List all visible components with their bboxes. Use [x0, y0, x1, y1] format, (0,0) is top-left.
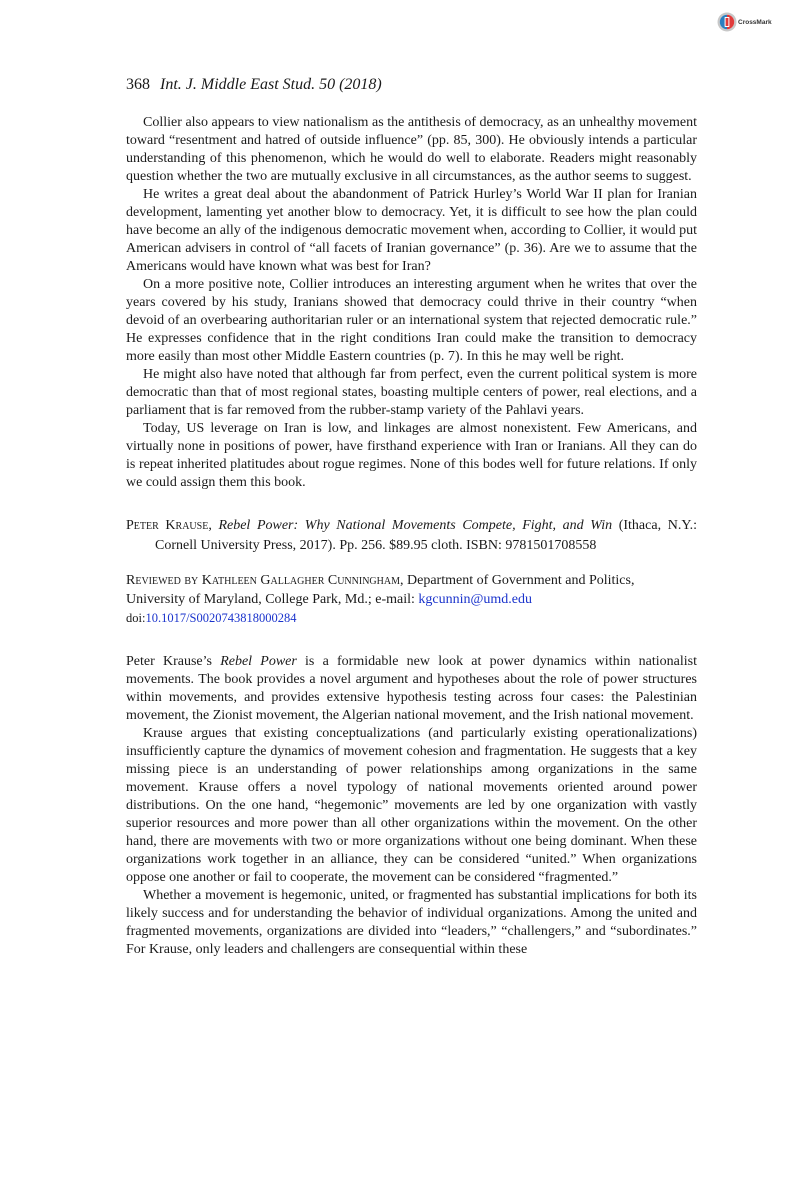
body-paragraph: He might also have noted that although far from perfect, even the current political system is more democratic than that of most regional states, boasting multiple centers of power, real elections, and a parliament that is far removed from the rubber-stamp variety of the Pahlavi years. — [126, 367, 697, 418]
doi-link[interactable]: 10.1017/S0020743818000284 — [145, 611, 297, 625]
crossmark-label: CrossMark — [738, 18, 772, 26]
body-paragraph: Collier also appears to view nationalism as the antithesis of democracy, as an unhealthy movement toward “resentment and hatred of outside influence” (pp. 85, 300). He obviously intends a particular understanding of this phenomenon, which he would do well to elaborate. Readers might reasonably question whether the two are mutually exclusive in all circumstances, as the author seems to suggest. — [126, 115, 697, 184]
reviewer-prefix: Reviewed by — [126, 573, 199, 588]
doi-line — [126, 609, 697, 627]
book-citation: Peter Krause, Rebel Power: Why National Movements Compete, Fight, and Win (Ithaca, N.Y.: Cornell University Press, 2017). Pp. 256. $89.95 cloth. ISBN: 9781501708558 — [126, 518, 698, 553]
review-p1-title: Rebel Power — [220, 654, 297, 669]
body-paragraph: He writes a great deal about the abandonment of Patrick Hurley’s World War II plan for Iranian development, lamenting yet another blow to democracy. Yet, it is difficult to see how the plan could have become an ally of the indigenous democratic movement when, according to Collier, it would put American advisers in control of “all facets of Iranian governance” (p. 36). Are we to assume that the Americans would have known what was best for Iran? — [126, 187, 697, 274]
reviewer-name: Kathleen Gallagher Cunningham — [201, 573, 400, 588]
reviewer-affiliation: , Department of Government and Politics, University of Maryland, College Park, Md.; e-mail: — [126, 573, 635, 607]
review-paragraph: Krause argues that existing conceptualizations (and particularly existing operationalizations) insufficiently capture the dynamics of movement cohesion and fragmentation. He suggests that a key missing piece is an understanding of power relationships among organizations in the same movement. Krause offers a novel typology of national movements oriented around power distributions. On the one hand, “hegemonic” movements are led by one organization with vastly superior resources and more power than all other organizations within the movement. On the other hand, there are movements with two or more organizations without one being dominant. When these organizations work together in an alliance, they can be considered “united.” When organizations oppose one another or fail to cooperate, the movement can be considered “fragmented.” — [126, 726, 697, 885]
running-head — [126, 76, 382, 94]
body-paragraph: Today, US leverage on Iran is low, and linkages are almost nonexistent. Few Americans, and virtually none in positions of power, have firsthand experience with Iran or Iranians. All they can do is repeat inherited platitudes about rogue regimes. None of this bodes well for future relations. If only we could assign them this book. — [126, 421, 697, 490]
reviewer-line — [126, 572, 697, 609]
review-p1-rest: is a formidable new look at power dynamics within nationalist movements. The book provides a novel argument and hypotheses about the role of power structures within movements, and provides extensive hypothesis testing across four cases: the Palestinian movement, the Zionist movement, the Algerian national movement, and the Irish national movement. — [126, 654, 697, 723]
page-number: 368 — [126, 76, 150, 93]
doi-prefix: doi: — [126, 611, 146, 625]
crossmark-icon — [717, 12, 737, 32]
review-paragraph: Whether a movement is hegemonic, united, or fragmented has substantial implications for both its likely success and for understanding the behavior of individual organizations. Among the united and fragmented movements, organizations are divided into “leaders,” “challengers,” and “subordinates.” For Krause, only leaders and challengers are consequential within these — [126, 888, 697, 957]
book-publication: (Ithaca, N.Y.: Cornell University Press, 2017). Pp. 256. $89.95 cloth. ISBN: 9781501708558 — [155, 518, 698, 553]
book-title: Rebel Power: Why National Movements Compete, Fight, and Win — [218, 518, 613, 533]
book-author: Peter Krause — [126, 518, 209, 533]
page-body — [126, 114, 697, 959]
crossmark-badge[interactable] — [717, 12, 772, 32]
journal-citation: Int. J. Middle East Stud. 50 (2018) — [160, 76, 382, 93]
body-paragraph: On a more positive note, Collier introduces an interesting argument when he writes that over the years covered by his study, Iranians showed that democracy could thrive in their country “when devoid of an overbearing authoritarian ruler or an international system that rejected democratic rule.” He expresses confidence that in the right conditions Iran could make the transition to democracy more easily than most other Middle Eastern countries (p. 7). In this he may well be right. — [126, 277, 697, 364]
review-paragraph — [126, 653, 697, 725]
review-p1-author: Peter Krause’s — [126, 654, 221, 669]
reviewer-email-link[interactable]: kgcunnin@umd.edu — [418, 591, 532, 607]
